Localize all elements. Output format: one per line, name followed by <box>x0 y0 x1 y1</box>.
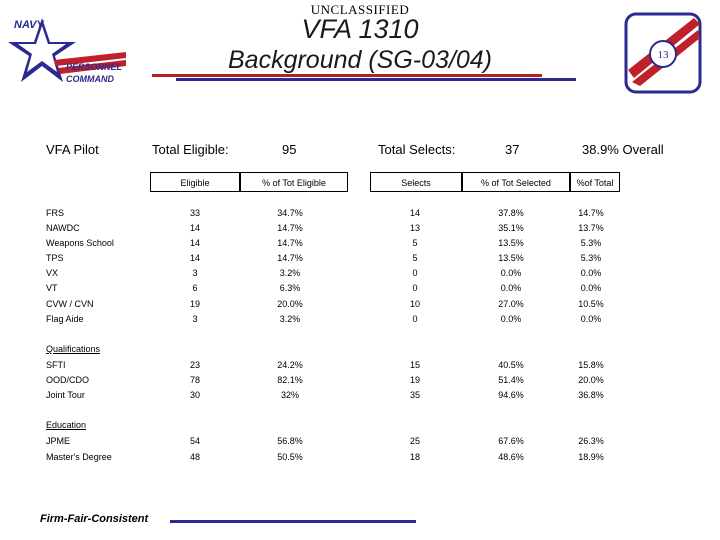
table-cell: 20.0% <box>277 299 303 309</box>
row-label: Master's Degree <box>46 452 112 462</box>
table-cell: 19 <box>189 299 200 309</box>
table-cell: 13.7% <box>578 223 604 233</box>
table-cell: 0.0% <box>500 268 522 278</box>
col-selects: Selects <box>370 172 462 192</box>
logo-text-personnel: PERSONNEL <box>66 62 123 72</box>
row-label: Flag Aide <box>46 314 84 324</box>
footer-motto: Firm-Fair-Consistent <box>40 513 149 525</box>
table-cell: 14.7% <box>277 253 303 263</box>
row-label: Weapons School <box>46 238 114 248</box>
table-cell: 0 <box>412 314 418 324</box>
table-cell: 3 <box>192 314 198 324</box>
title-underline-red <box>152 74 542 77</box>
slide-number-badge <box>624 12 702 94</box>
table-cell: 0 <box>412 283 418 293</box>
table-cell: 35 <box>409 390 420 400</box>
row-label: SFTI <box>46 360 66 370</box>
table-cell: 40.5% <box>498 360 524 370</box>
table-cell: 6 <box>192 283 198 293</box>
table-cell: 23 <box>189 360 200 370</box>
table-cell: 14.7% <box>277 238 303 248</box>
total-selects-label: Total Selects: <box>378 142 456 157</box>
table-cell: 5 <box>412 238 418 248</box>
page-subtitle: Background (SG-03/04) <box>227 46 493 74</box>
table-cell: 0.0% <box>580 268 602 278</box>
table-cell: 14 <box>189 238 200 248</box>
table-cell: 82.1% <box>277 375 303 385</box>
table-cell: 3.2% <box>279 268 301 278</box>
total-eligible-value: 95 <box>282 142 297 157</box>
table-cell: 0.0% <box>580 283 602 293</box>
table-cell: 37.8% <box>498 208 524 218</box>
navy-personnel-command-logo <box>8 8 128 88</box>
table-cell: 3 <box>192 268 198 278</box>
table-cell: 50.5% <box>277 452 303 462</box>
table-cell: 78 <box>189 375 200 385</box>
table-cell: 35.1% <box>498 223 524 233</box>
footer-rule <box>170 520 416 523</box>
table-cell: 0 <box>412 268 418 278</box>
table-cell: 25 <box>409 436 420 446</box>
table-cell: 6.3% <box>279 283 301 293</box>
total-selects-value: 37 <box>505 142 520 157</box>
row-label: VT <box>46 283 58 293</box>
table-cell: 15.8% <box>578 360 604 370</box>
table-cell: 13.5% <box>498 253 524 263</box>
table-cell: 27.0% <box>498 299 524 309</box>
table-cell: 14.7% <box>277 223 303 233</box>
table-cell: 33 <box>189 208 200 218</box>
table-cell: 15 <box>409 360 420 370</box>
section-education: Education <box>46 420 87 430</box>
overall-rate: 38.9% Overall <box>582 142 664 157</box>
table-cell: 0.0% <box>500 314 522 324</box>
page-title: VFA 1310 <box>301 14 419 44</box>
table-cell: 34.7% <box>277 208 303 218</box>
table-cell: 14 <box>409 208 420 218</box>
table-cell: 36.8% <box>578 390 604 400</box>
table-cell: 32% <box>280 390 299 400</box>
row-label: CVW / CVN <box>46 299 94 309</box>
pilot-type-label: VFA Pilot <box>46 142 99 157</box>
table-cell: 67.6% <box>498 436 524 446</box>
table-cell: 54 <box>189 436 200 446</box>
table-cell: 5 <box>412 253 418 263</box>
table-cell: 19 <box>409 375 420 385</box>
table-cell: 24.2% <box>277 360 303 370</box>
table-cell: 14 <box>189 253 200 263</box>
table-cell: 3.2% <box>279 314 301 324</box>
table-cell: 0.0% <box>580 314 602 324</box>
row-label: JPME <box>46 436 71 446</box>
table-cell: 10 <box>409 299 420 309</box>
column-headers <box>150 172 650 192</box>
table-cell: 18.9% <box>578 452 604 462</box>
logo-text-command: COMMAND <box>66 74 114 84</box>
table-cell: 94.6% <box>498 390 524 400</box>
table-cell: 14 <box>189 223 200 233</box>
table-cell: 48 <box>189 452 200 462</box>
table-cell: 5.3% <box>580 253 602 263</box>
col-pct-total: %of Total <box>570 172 620 192</box>
table-cell: 13 <box>409 223 420 233</box>
table-cell: 13.5% <box>498 238 524 248</box>
table-cell: 18 <box>409 452 420 462</box>
row-label: NAWDC <box>46 223 80 233</box>
title-underline-blue <box>176 78 576 81</box>
table-cell: 51.4% <box>498 375 524 385</box>
table-cell: 26.3% <box>578 436 604 446</box>
row-label: FRS <box>46 208 64 218</box>
table-cell: 56.8% <box>277 436 303 446</box>
col-pct-eligible: % of Tot Eligible <box>240 172 348 192</box>
badge-number: 13 <box>657 49 669 61</box>
col-eligible: Eligible <box>150 172 240 192</box>
table-cell: 14.7% <box>578 208 604 218</box>
table-cell: 48.6% <box>498 452 524 462</box>
total-eligible-label: Total Eligible: <box>152 142 229 157</box>
table-cell: 30 <box>189 390 200 400</box>
table-cell: 10.5% <box>578 299 604 309</box>
logo-text-navy: NAVY <box>14 19 44 31</box>
col-pct-selected: % of Tot Selected <box>462 172 570 192</box>
classification-banner: UNCLASSIFIED <box>310 2 410 17</box>
section-qualifications: Qualifications <box>46 344 101 354</box>
table-cell: 0.0% <box>500 283 522 293</box>
table-cell: 5.3% <box>580 238 602 248</box>
row-label: OOD/CDO <box>46 375 90 385</box>
row-label: VX <box>46 268 59 278</box>
row-label: TPS <box>46 253 64 263</box>
row-label: Joint Tour <box>46 390 85 400</box>
table-cell: 20.0% <box>578 375 604 385</box>
